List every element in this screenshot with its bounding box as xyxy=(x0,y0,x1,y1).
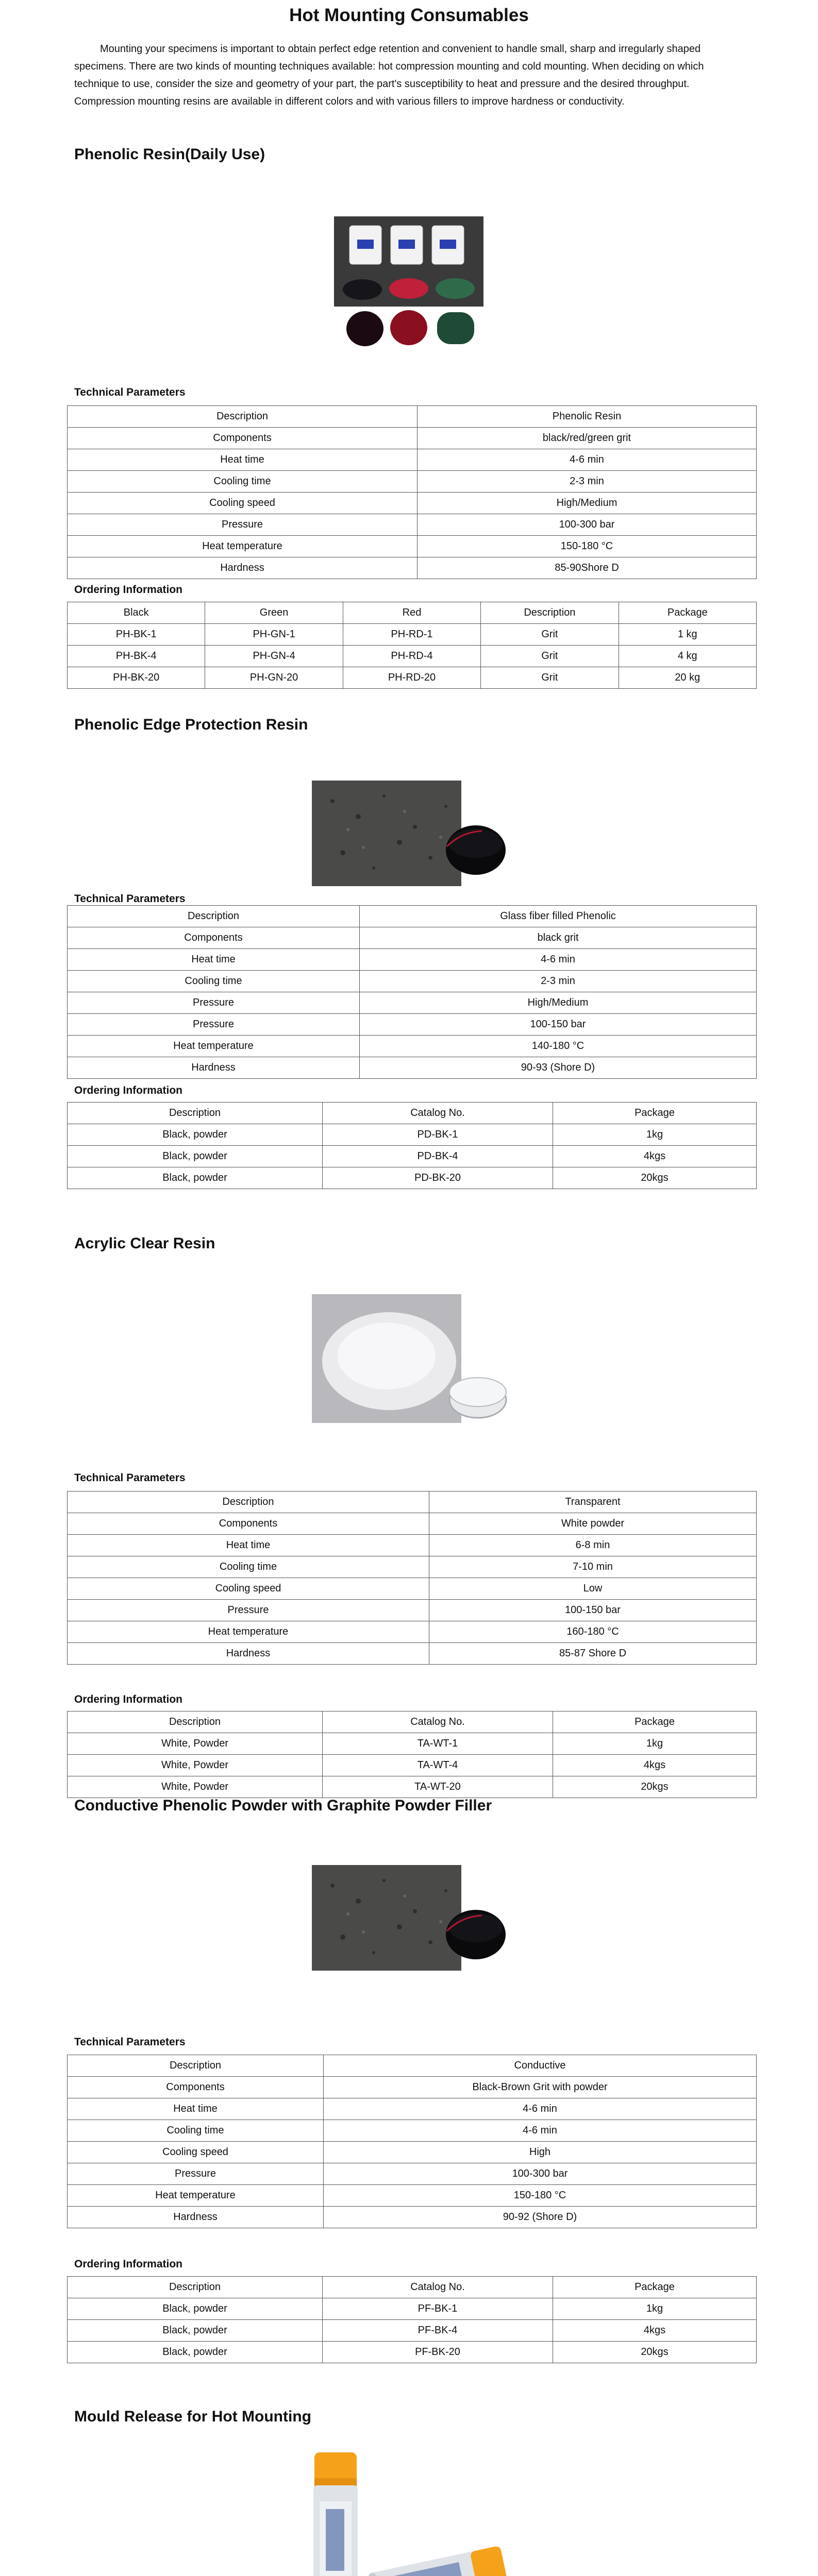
table-cell: White powder xyxy=(429,1513,757,1535)
table-cell: Heat time xyxy=(68,1535,429,1556)
table-cell: Grit xyxy=(481,624,619,646)
table-cell: Transparent xyxy=(429,1492,757,1513)
table-cell: PD-BK-20 xyxy=(323,1167,553,1189)
table-cell: 90-92 (Shore D) xyxy=(324,2207,757,2228)
ordering-info-heading: Ordering Information xyxy=(74,1084,182,1096)
table-row xyxy=(68,1146,757,1167)
table-cell: Hardness xyxy=(68,557,418,579)
table-cell: PD-BK-1 xyxy=(323,1124,553,1146)
table-cell: Catalog No. xyxy=(323,1711,553,1733)
section-title-edge-protection-resin: Phenolic Edge Protection Resin xyxy=(74,716,308,733)
table-row xyxy=(68,971,757,992)
table-cell: Package xyxy=(553,2277,757,2298)
table-cell: Package xyxy=(619,602,756,624)
table-cell: Heat temperature xyxy=(68,2185,324,2207)
section-title-phenolic-resin: Phenolic Resin(Daily Use) xyxy=(74,146,265,163)
table-cell: Description xyxy=(68,2055,324,2077)
table-row xyxy=(68,1755,757,1776)
table-cell: Pressure xyxy=(68,2163,324,2185)
table-cell: Description xyxy=(68,2277,323,2298)
table-cell: 20 kg xyxy=(619,667,756,689)
table-cell: 100-150 bar xyxy=(360,1014,757,1036)
table-row xyxy=(68,428,757,449)
table-cell: White, Powder xyxy=(68,1755,323,1776)
table-cell: Description xyxy=(68,406,418,428)
table-cell: Pressure xyxy=(68,1014,360,1036)
tech-params-heading: Technical Parameters xyxy=(74,893,186,905)
ordering-info-table xyxy=(67,602,757,689)
table-row xyxy=(68,471,757,493)
table-cell: PF-BK-4 xyxy=(323,2320,553,2342)
table-row xyxy=(68,624,757,646)
ordering-info-heading: Ordering Information xyxy=(74,1693,182,1705)
table-cell: Black, powder xyxy=(68,1167,323,1189)
table-cell: White, Powder xyxy=(68,1776,323,1798)
table-cell: 90-93 (Shore D) xyxy=(360,1057,757,1079)
table-row xyxy=(68,449,757,471)
table-row xyxy=(68,557,757,579)
table-cell: PH-RD-4 xyxy=(343,646,480,667)
table-cell: 140-180 °C xyxy=(360,1036,757,1057)
table-header-row xyxy=(68,2055,757,2077)
phenolic-resin-image xyxy=(334,216,483,350)
table-cell: Catalog No. xyxy=(323,2277,553,2298)
table-cell: Phenolic Resin xyxy=(418,406,757,428)
mould-release-spray-image xyxy=(299,2452,515,2576)
table-cell: Package xyxy=(553,1103,757,1124)
table-row xyxy=(68,1776,757,1798)
table-header-row xyxy=(68,406,757,428)
table-cell: 4-6 min xyxy=(324,2120,757,2142)
table-cell: Components xyxy=(68,428,418,449)
table-cell: Catalog No. xyxy=(323,1103,553,1124)
table-header-row xyxy=(68,1492,757,1513)
table-row xyxy=(68,1014,757,1036)
table-cell: 7-10 min xyxy=(429,1556,757,1578)
table-cell: Package xyxy=(553,1711,757,1733)
table-cell: black/red/green grit xyxy=(418,428,757,449)
table-row xyxy=(68,949,757,971)
table-cell: Heat temperature xyxy=(68,1036,360,1057)
table-cell: 4kgs xyxy=(553,2320,757,2342)
table-cell: 2-3 min xyxy=(418,471,757,493)
table-cell: Cooling time xyxy=(68,2120,324,2142)
table-cell: Pressure xyxy=(68,992,360,1014)
table-row xyxy=(68,514,757,536)
table-row xyxy=(68,2163,757,2185)
table-cell: Conductive xyxy=(324,2055,757,2077)
table-cell: Components xyxy=(68,2077,324,2098)
table-row xyxy=(68,1535,757,1556)
table-cell: black grit xyxy=(360,927,757,949)
table-cell: PH-RD-20 xyxy=(343,667,480,689)
table-cell: Grit xyxy=(481,646,619,667)
section-title-acrylic-clear-resin: Acrylic Clear Resin xyxy=(74,1235,215,1252)
table-row xyxy=(68,1578,757,1600)
table-row xyxy=(68,2320,757,2342)
ordering-info-table xyxy=(67,1102,757,1189)
tech-params-table xyxy=(67,2055,757,2228)
table-cell: PH-GN-20 xyxy=(205,667,343,689)
table-cell: White, Powder xyxy=(68,1733,323,1755)
table-cell: Glass fiber filled Phenolic xyxy=(360,906,757,927)
table-cell: 160-180 °C xyxy=(429,1621,757,1643)
table-cell: Heat time xyxy=(68,949,360,971)
tech-params-heading: Technical Parameters xyxy=(74,1472,186,1484)
ordering-info-table xyxy=(67,2276,757,2363)
table-cell: Black-Brown Grit with powder xyxy=(324,2077,757,2098)
table-cell: Heat temperature xyxy=(68,1621,429,1643)
table-header-row xyxy=(68,2277,757,2298)
table-cell: PH-BK-20 xyxy=(68,667,205,689)
table-cell: Cooling time xyxy=(68,1556,429,1578)
table-cell: 2-3 min xyxy=(360,971,757,992)
table-cell: 4kgs xyxy=(553,1146,757,1167)
ordering-info-table xyxy=(67,1711,757,1798)
table-cell: TA-WT-4 xyxy=(323,1755,553,1776)
table-cell: Grit xyxy=(481,667,619,689)
table-cell: 100-150 bar xyxy=(429,1600,757,1621)
section-title-mould-release: Mould Release for Hot Mounting xyxy=(74,2408,311,2425)
table-cell: 4-6 min xyxy=(418,449,757,471)
table-cell: High/Medium xyxy=(360,992,757,1014)
table-row xyxy=(68,536,757,557)
table-cell: PF-BK-1 xyxy=(323,2298,553,2320)
table-row xyxy=(68,667,757,689)
tech-params-table xyxy=(67,405,757,579)
table-cell: 1kg xyxy=(553,1124,757,1146)
table-header-row xyxy=(68,1103,757,1124)
table-cell: Black, powder xyxy=(68,2342,323,2363)
table-row xyxy=(68,2342,757,2363)
table-cell: Pressure xyxy=(68,514,418,536)
table-header-row xyxy=(68,906,757,927)
table-cell: Heat time xyxy=(68,449,418,471)
table-cell: Hardness xyxy=(68,2207,324,2228)
page-title: Hot Mounting Consumables xyxy=(289,5,529,25)
table-row xyxy=(68,1621,757,1643)
table-cell: 85-90Shore D xyxy=(418,557,757,579)
table-row xyxy=(68,1167,757,1189)
table-row xyxy=(68,2298,757,2320)
table-cell: Heat time xyxy=(68,2098,324,2120)
table-cell: 100-300 bar xyxy=(418,514,757,536)
table-row xyxy=(68,1556,757,1578)
table-cell: PD-BK-4 xyxy=(323,1146,553,1167)
table-cell: 150-180 °C xyxy=(418,536,757,557)
table-cell: 1kg xyxy=(553,1733,757,1755)
table-cell: 4kgs xyxy=(553,1755,757,1776)
table-cell: TA-WT-20 xyxy=(323,1776,553,1798)
table-row xyxy=(68,646,757,667)
table-row xyxy=(68,1124,757,1146)
table-cell: TA-WT-1 xyxy=(323,1733,553,1755)
table-cell: 85-87 Shore D xyxy=(429,1643,757,1665)
table-cell: 20kgs xyxy=(553,2342,757,2363)
table-cell: Cooling speed xyxy=(68,493,418,514)
table-row xyxy=(68,1057,757,1079)
table-cell: PH-BK-4 xyxy=(68,646,205,667)
table-row xyxy=(68,2098,757,2120)
table-cell: PF-BK-20 xyxy=(323,2342,553,2363)
ordering-info-heading: Ordering Information xyxy=(74,2258,182,2270)
table-cell: High xyxy=(324,2142,757,2163)
table-cell: Black, powder xyxy=(68,2298,323,2320)
table-cell: Components xyxy=(68,927,360,949)
table-cell: 20kgs xyxy=(553,1776,757,1798)
table-cell: 4-6 min xyxy=(324,2098,757,2120)
tech-params-heading: Technical Parameters xyxy=(74,386,186,398)
table-row xyxy=(68,1036,757,1057)
conductive-phenolic-powder-image xyxy=(312,1865,508,1971)
table-cell: Red xyxy=(343,602,480,624)
table-row xyxy=(68,1600,757,1621)
table-row xyxy=(68,2120,757,2142)
table-cell: 4-6 min xyxy=(360,949,757,971)
table-cell: 1 kg xyxy=(619,624,756,646)
intro-paragraph: Mounting your specimens is important to obtain perfect edge retention and convenient to handle small, sharp and irregularly shaped specimens. There are two kinds of mounting techniques available: hot compression mounting and cold mounting. When deciding on which technique to use, consider the size and geometry of your part, the part's susceptibility to heat and pressure and the desired throughput. Compression mounting resins are available in different colors and with various fillers to improve hardness or conductivity. xyxy=(74,43,704,107)
acrylic-clear-resin-image xyxy=(312,1294,508,1423)
ordering-info-heading: Ordering Information xyxy=(74,584,182,596)
table-row xyxy=(68,493,757,514)
table-cell: Black, powder xyxy=(68,2320,323,2342)
table-row xyxy=(68,1733,757,1755)
table-cell: Hardness xyxy=(68,1057,360,1079)
table-cell: Green xyxy=(205,602,343,624)
table-cell: PH-BK-1 xyxy=(68,624,205,646)
table-cell: PH-RD-1 xyxy=(343,624,480,646)
table-cell: Description xyxy=(481,602,619,624)
table-cell: Cooling time xyxy=(68,471,418,493)
table-row xyxy=(68,2142,757,2163)
table-cell: 1kg xyxy=(553,2298,757,2320)
table-row xyxy=(68,2185,757,2207)
table-cell: Black, powder xyxy=(68,1146,323,1167)
table-cell: 6-8 min xyxy=(429,1535,757,1556)
table-cell: Description xyxy=(68,1492,429,1513)
table-cell: High/Medium xyxy=(418,493,757,514)
table-cell: PH-GN-1 xyxy=(205,624,343,646)
table-cell: Components xyxy=(68,1513,429,1535)
table-row xyxy=(68,2077,757,2098)
tech-params-table xyxy=(67,905,757,1079)
section-title-conductive-phenolic-powder: Conductive Phenolic Powder with Graphite Powder Filler xyxy=(74,1797,492,1814)
tech-params-heading: Technical Parameters xyxy=(74,2036,186,2048)
table-cell: Black, powder xyxy=(68,1124,323,1146)
table-row xyxy=(68,2207,757,2228)
table-cell: 150-180 °C xyxy=(324,2185,757,2207)
table-row xyxy=(68,927,757,949)
table-cell: Description xyxy=(68,906,360,927)
table-cell: Description xyxy=(68,1103,323,1124)
table-cell: Hardness xyxy=(68,1643,429,1665)
edge-protection-resin-image xyxy=(312,781,508,886)
table-cell: PH-GN-4 xyxy=(205,646,343,667)
table-cell: 100-300 bar xyxy=(324,2163,757,2185)
table-cell: Cooling time xyxy=(68,971,360,992)
table-cell: Description xyxy=(68,1711,323,1733)
table-cell: Black xyxy=(68,602,205,624)
table-cell: Cooling speed xyxy=(68,1578,429,1600)
table-row xyxy=(68,1643,757,1665)
table-cell: Heat temperature xyxy=(68,536,418,557)
table-cell: Pressure xyxy=(68,1600,429,1621)
table-header-row xyxy=(68,1711,757,1733)
table-cell: Low xyxy=(429,1578,757,1600)
table-cell: 20kgs xyxy=(553,1167,757,1189)
table-cell: Cooling speed xyxy=(68,2142,324,2163)
table-header-row xyxy=(68,602,757,624)
table-cell: 4 kg xyxy=(619,646,756,667)
table-row xyxy=(68,992,757,1014)
table-row xyxy=(68,1513,757,1535)
tech-params-table xyxy=(67,1491,757,1665)
